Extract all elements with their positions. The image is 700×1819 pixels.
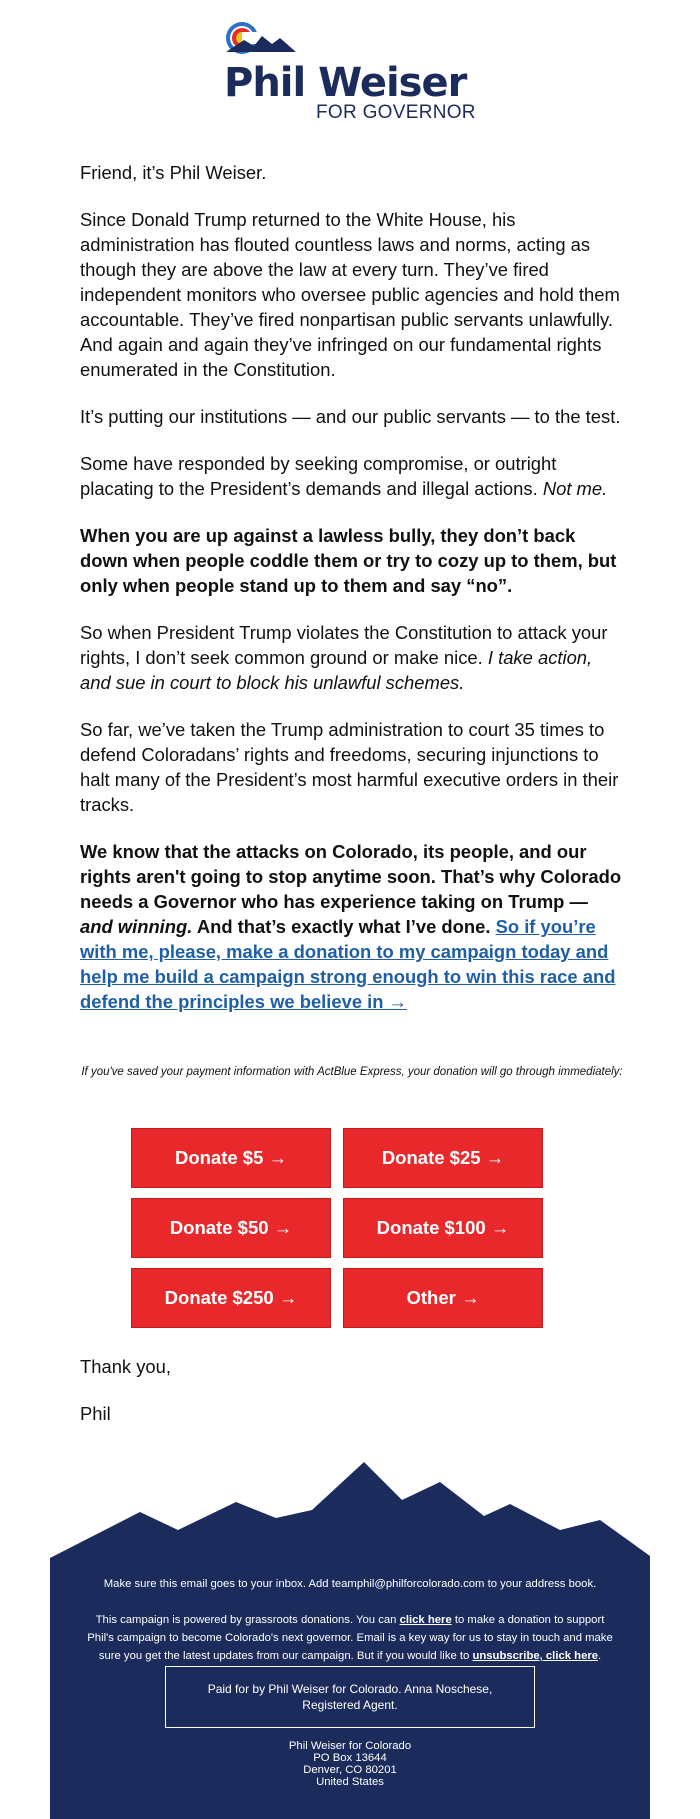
mailing-address	[200, 1740, 500, 1788]
paragraph-compromise: Some have responded by seeking compromise, or outright placating to the President’s demands and illegal actions. Not me.	[80, 453, 608, 499]
paragraph-institutions: It’s putting our institutions — and our public servants — to the test.	[80, 406, 621, 427]
signature: Phil	[80, 1403, 111, 1424]
address-line: Phil Weiser for Colorado	[288, 1740, 412, 1752]
donate-link[interactable]: So if you’re with me, please, make a donation to my campaign today and help me build a campaign strong enough to win this race and defend the principles we believe in →	[80, 916, 616, 1012]
paragraph-take-action: So when President Trump violates the Constitution to attack your rights, I don’t seek common ground or make nice. I take action, and sue in court to block his unlawful schemes.	[80, 622, 608, 693]
address-line: PO Box 13644	[313, 1752, 387, 1764]
paid-for-disclaimer: Paid for by Phil Weiser for Colorado. Anna Noschese, Registered Agent.	[165, 1666, 535, 1728]
paragraph-court-record: So far, we’ve taken the Trump administration to court 35 times to defend Coloradans’ rights and freedoms, securing injunctions to halt many of the President’s most harmful executive orders in their tracks.	[80, 719, 619, 815]
logo-tagline: FOR GOVERNOR	[316, 102, 476, 123]
unsubscribe-link[interactable]: unsubscribe, click here	[472, 1650, 599, 1662]
address-line: Denver, CO 80201	[303, 1764, 397, 1776]
donate-5-button[interactable]: Donate $5 →	[131, 1128, 331, 1188]
donate-50-button[interactable]: Donate $50 →	[131, 1198, 331, 1258]
click-here-link[interactable]: click here	[399, 1614, 452, 1626]
donate-250-button[interactable]: Donate $250 →	[131, 1268, 331, 1328]
logo-name: Phil Weiser	[224, 60, 467, 106]
closing	[80, 1354, 624, 1448]
donation-buttons	[131, 1128, 543, 1328]
donate-other-button[interactable]: Other →	[343, 1268, 543, 1328]
greeting: Friend, it’s Phil Weiser.	[80, 162, 267, 183]
paragraph-call-to-action: We know that the attacks on Colorado, its people, and our rights aren't going to stop anytime soon. That’s why Colorado needs a Governor who has experience taking on Trump — and winning. And that’s exactly what I’ve done. So if you’re with me, please, make a donation to my campaign today and help me build a campaign strong enough to win this race and defend the principles we believe in →	[80, 841, 622, 1012]
donate-25-button[interactable]: Donate $25 →	[343, 1128, 543, 1188]
address-line: United States	[316, 1776, 384, 1788]
email-body	[80, 160, 624, 1036]
thank-you-text: Thank you,	[80, 1356, 171, 1377]
paragraph-trump-administration: Since Donald Trump returned to the White House, his administration has flouted countless laws and norms, acting as though they are above the law at every turn. They’ve fired independent monitors who oversee public agencies and hold them accountable. They’ve fired nonpartisan public servants unlawfully. And again and again they’ve infringed on our fundamental rights enumerated in the Constitution.	[80, 209, 620, 380]
donate-100-button[interactable]: Donate $100 →	[343, 1198, 543, 1258]
grassroots-note: This campaign is powered by grassroots donations. You can click here to make a donation to support Phil's campaign to become Colorado's next governor. Email is a key way for us to stay in touch and make sure you get the latest updates from our campaign. But if you would like to unsubscribe, click here.	[87, 1614, 613, 1662]
mountain-range-graphic	[0, 1460, 700, 1576]
colorado-flag-mountain-icon	[224, 18, 484, 62]
inbox-note: Make sure this email goes to your inbox. Add teamphil@philforcolorado.com to your address book.	[103, 1578, 597, 1590]
actblue-express-note: If you've saved your payment information with ActBlue Express, your donation will go through immediately:	[81, 1066, 623, 1078]
campaign-logo	[224, 18, 484, 126]
paragraph-lawless-bully: When you are up against a lawless bully, they don’t back down when people coddle them or try to cozy up to them, but only when people stand up to them and say “no”.	[80, 525, 617, 596]
